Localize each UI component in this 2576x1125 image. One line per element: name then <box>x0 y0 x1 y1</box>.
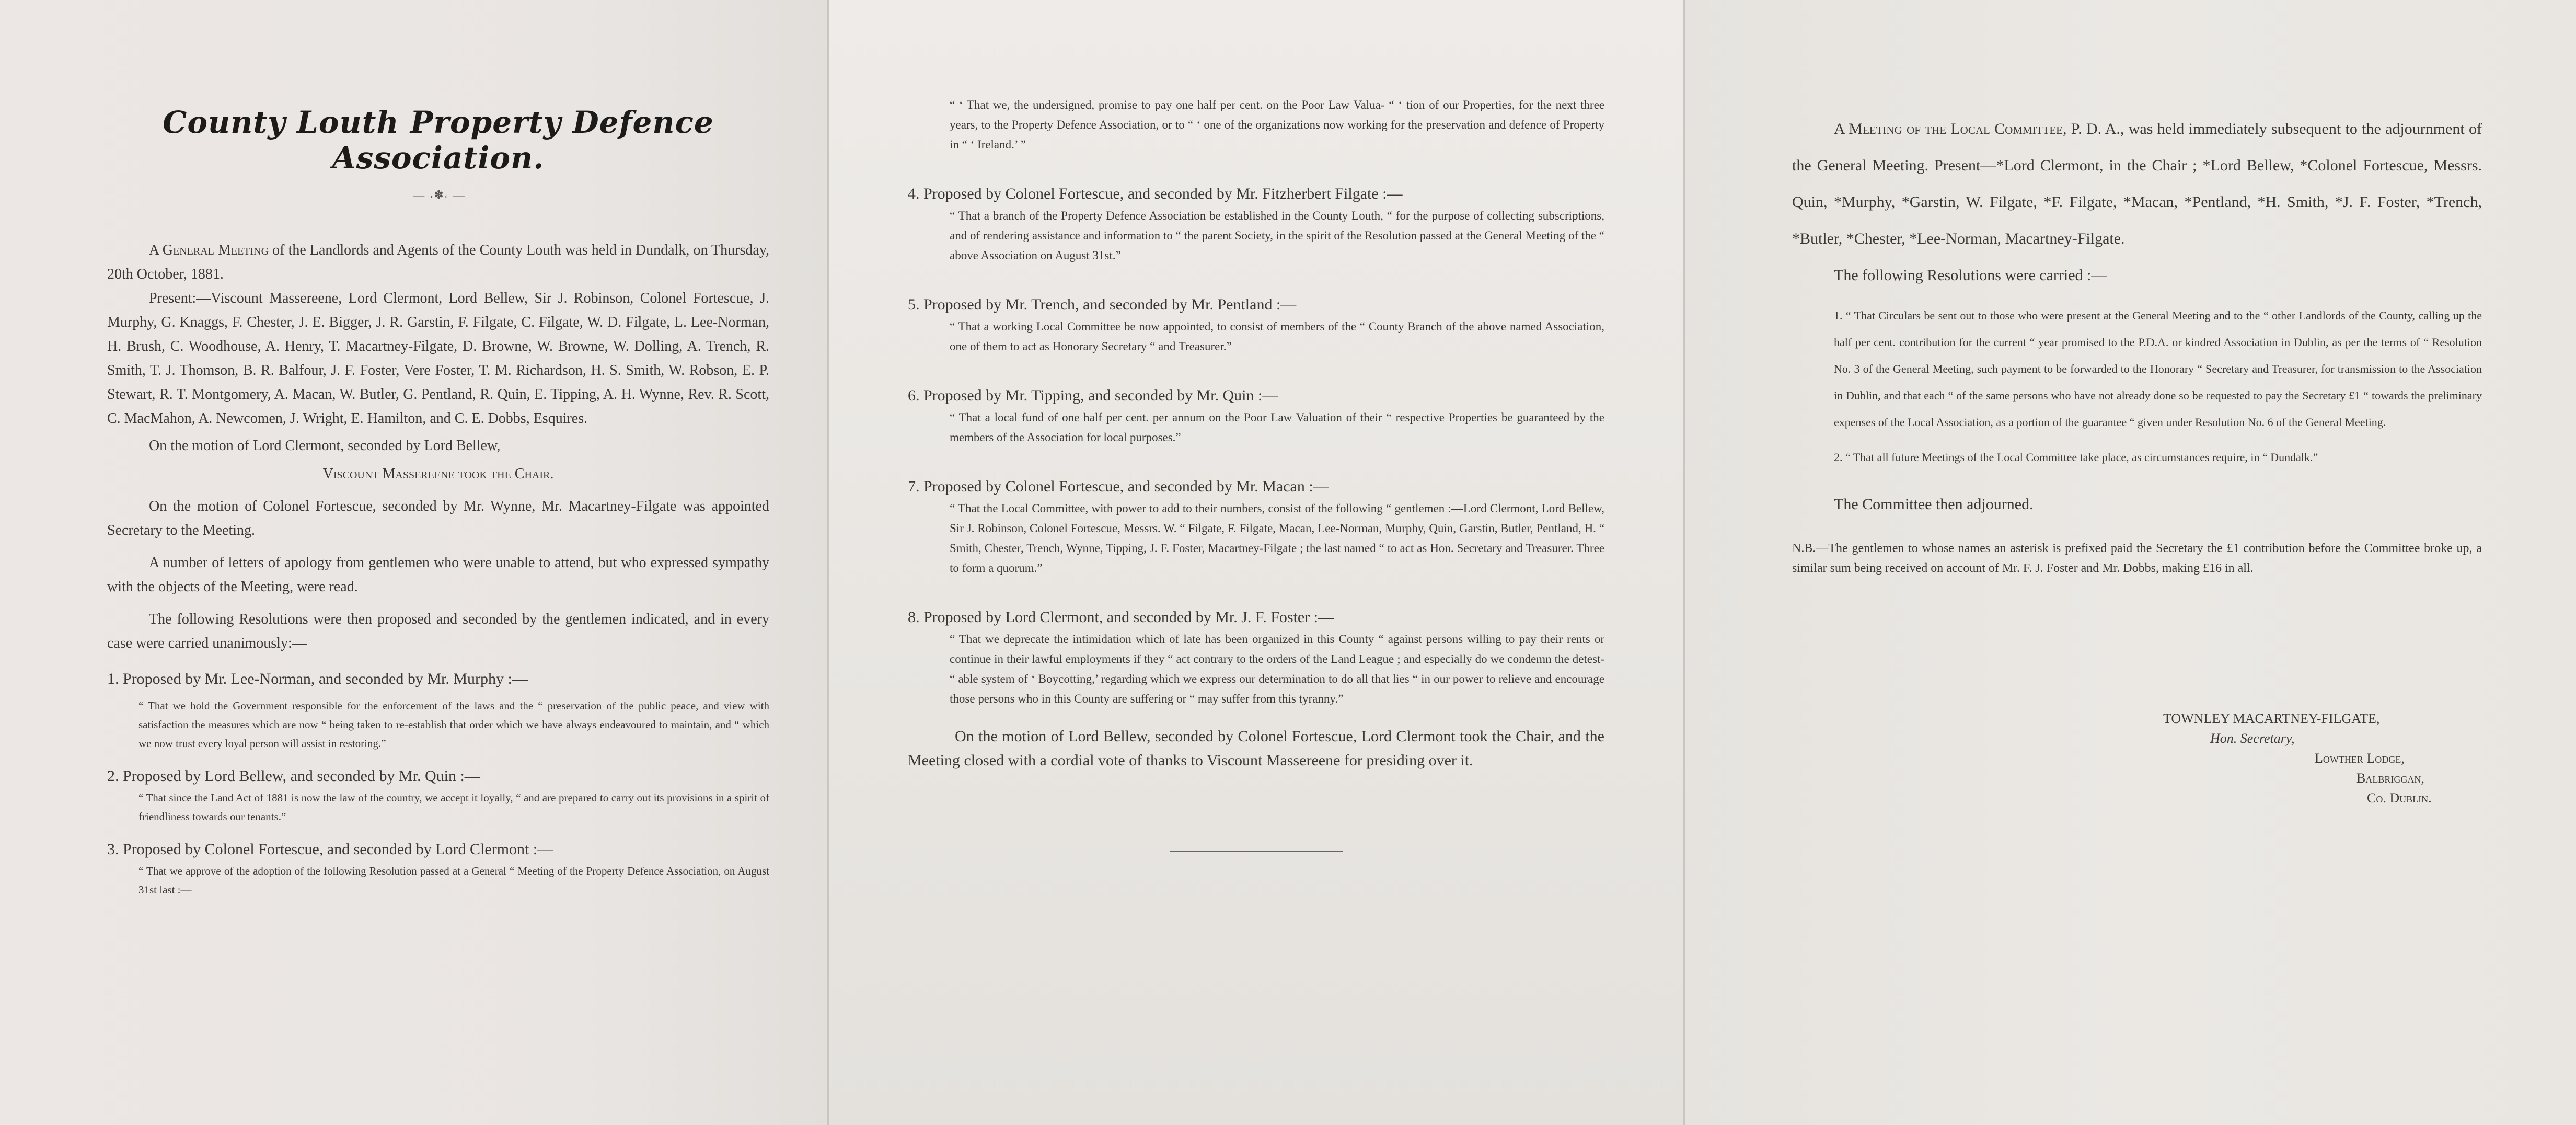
signature-block <box>1792 709 2482 808</box>
committee-resolutions-intro: The following Resolutions were carried :— <box>1834 267 2107 284</box>
meeting-intro-smallcaps: A General Meeting <box>149 242 269 258</box>
closing-rule <box>1170 851 1343 852</box>
resolution-8-text: “ That we deprecate the intimidation which of late has been organized in this County “ against persons willing to pay their rents or continue in their lawful employments if they “ act contrary to the orders of the Land League ; and especially do we condemn the detest- “ able system of ‘ Boycotting,’ regarding which we express our determination to do all that lies “ in our power to relieve and encourage those persons who in this County are suffering or “ may suffer from this tyranny.” <box>950 633 1604 705</box>
page-three <box>1685 0 2576 1125</box>
meeting-intro-rest: of the Landlords and Agents of the County Louth was held in Dundalk, on Thursday, 20th October, 1881. <box>107 242 769 282</box>
resolution-7-heading: 7. Proposed by Colonel Fortescue, and seconded by Mr. Macan :— <box>908 478 1329 495</box>
committee-resolution-2: 2. “ That all future Meetings of the Local Committee take place, as circumstances require, in “ Dundalk.” <box>1834 451 2318 464</box>
apology-paragraph: A number of letters of apology from gentlemen who were unable to attend, but who expressed sympathy with the objects of the Meeting, were read. <box>107 555 769 595</box>
resolution-2-heading: 2. Proposed by Lord Bellew, and seconded by Mr. Quin :— <box>107 767 480 785</box>
committee-adjourned: The Committee then adjourned. <box>1834 496 2034 513</box>
resolution-8-heading: 8. Proposed by Lord Clermont, and seconded by Mr. J. F. Foster :— <box>908 609 1334 626</box>
resolution-5-text: “ That a working Local Committee be now appointed, to consist of members of the “ County Branch of the above named Association, one of them to act as Honorary Secretary “ and Treasurer.” <box>950 320 1604 353</box>
page-one <box>0 0 827 1125</box>
committee-meeting-paragraph <box>1792 111 2482 257</box>
resolution-4-text: “ That a branch of the Property Defence Association be established in the County Louth, “ for the purpose of collecting subscriptions, and of rendering assistance and information to “ the parent Society, in the spirit of the Resolution passed at the General Meeting of the “ above Association on August 31st.” <box>950 209 1604 262</box>
resolutions-intro: The following Resolutions were then proposed and seconded by the gentlemen indicated, and in every case were carried unanimously:— <box>107 611 769 651</box>
signature-title: Hon. Secretary, <box>2210 731 2295 746</box>
quoted-resolution: “ ‘ That we, the undersigned, promise to pay one half per cent. on the Poor Law Valua- “ ‘ tion of our Properties, for the next three years, to the Property Defence Association, or to “ ‘ one of the organizations now working for the preservation and defence of Property in “ ‘ Ireland.’ ” <box>950 98 1604 151</box>
committee-resolution-1: 1. “ That Circulars be sent out to those who were present at the General Meeting and to the “ other Landlords of the County, calling up the half per cent. contribution for the current “ year promised to the P.D.A. or kindred Association in Dublin, as per the terms of “ Resolution No. 3 of the General Meeting, such payment to be forwarded to the Honorary “ Secretary and Treasurer, for transmission to the Association in Dublin, and that each “ of the same persons who have not already done so be requested to pay the Secretary £1 “ towards the preliminary expenses of the Local Association, as a portion of the guarantee “ given under Resolution No. 6 of the General Meeting. <box>1834 309 2482 429</box>
resolution-6-text: “ That a local fund of one half per cent. per annum on the Poor Law Valuation of their “ respective Properties be guaranteed by the members of the Association for local purposes.” <box>950 411 1604 444</box>
motion-chair: On the motion of Lord Clermont, seconded by Lord Bellew, <box>149 438 501 454</box>
committee-meeting-smallcaps: A Meeting of the Local Committee <box>1834 120 2063 137</box>
resolution-1-text: “ That we hold the Government responsible for the enforcement of the laws and the “ preservation of the public peace, and view with satisfaction the measures which are now “ being taken to re-establish that order which we have always endeavoured to maintain, and “ which we now trust every loyal person will assist in restoring.” <box>138 699 769 750</box>
chair-line: Viscount Massereene took the Chair. <box>322 466 554 482</box>
resolution-3-text: “ That we approve of the adoption of the following Resolution passed at a General “ Meeting of the Property Defence Association, on August 31st last :— <box>138 865 769 896</box>
present-list: Present:—Viscount Massereene, Lord Clermont, Lord Bellew, Sir J. Robinson, Colonel Fortescue, J. Murphy, G. Knaggs, F. Chester, J. E. Bigger, J. R. Garstin, F. Filgate, C. Filgate, W. D. Filgate, L. Lee-Norman, H. Brush, C. Woodhouse, A. Henry, T. Macartney-Filgate, D. Browne, W. Browne, W. Dolling, A. Trench, R. Smith, T. J. Thomson, B. R. Balfour, J. F. Foster, Vere Foster, T. M. Richardson, H. S. Smith, W. Robson, E. P. Stewart, R. T. Montgomery, A. Macan, W. Butler, G. Pentland, R. Quin, E. Tipping, A. H. Wynne, Rev. R. Scott, C. MacMahon, A. Newcomen, J. Wright, E. Hamilton, and C. E. Dobbs, Esquires. <box>107 290 769 427</box>
motion-secretary: On the motion of Colonel Fortescue, seconded by Mr. Wynne, Mr. Macartney-Filgate was appointed Secretary to the Meeting. <box>107 498 769 538</box>
resolution-5-heading: 5. Proposed by Mr. Trench, and seconded by Mr. Pentland :— <box>908 296 1297 313</box>
signature-address-2: Balbriggan, <box>2356 771 2424 786</box>
page-two <box>829 0 1683 1125</box>
closing-paragraph: On the motion of Lord Bellew, seconded by Colonel Fortescue, Lord Clermont took the Chair, and the Meeting closed with a cordial vote of thanks to Viscount Massereene for presiding over it. <box>908 728 1604 769</box>
resolution-4-heading: 4. Proposed by Colonel Fortescue, and seconded by Mr. Fitzherbert Filgate :— <box>908 185 1403 202</box>
title-ornament: —→✽←— <box>413 188 464 201</box>
meeting-intro <box>107 238 769 286</box>
signature-address-3: Co. Dublin. <box>2367 790 2432 806</box>
resolution-6-heading: 6. Proposed by Mr. Tipping, and seconded by Mr. Quin :— <box>908 387 1278 404</box>
resolution-1-heading: 1. Proposed by Mr. Lee-Norman, and seconded by Mr. Murphy :— <box>107 670 528 687</box>
resolution-3-heading: 3. Proposed by Colonel Fortescue, and seconded by Lord Clermont :— <box>107 841 553 858</box>
document-title: County Louth Property Defence Association. <box>163 105 714 176</box>
signature-address-1: Lowther Lodge, <box>2315 751 2405 766</box>
resolution-2-text: “ That since the Land Act of 1881 is now the law of the country, we accept it loyally, “ and are prepared to carry out its provisions in a spirit of friendliness towards our tenants.” <box>138 791 769 823</box>
signature-name: TOWNLEY MACARTNEY-FILGATE, <box>2163 711 2380 726</box>
committee-meeting-rest: , P. D. A., was held immediately subsequent to the adjournment of the General Meeting. Present—*Lord Clermont, in the Chair ; *Lord Bellew, *Colonel Fortescue, Messrs. Quin, *Murphy, *Garstin, W. Filgate, *F. Filgate, *Macan, *Pentland, *H. Smith, *J. F. Foster, *Trench, *Butler, *Chester, *Lee-Norman, Macartney-Filgate. <box>1792 120 2482 247</box>
nb-note: N.B.—The gentlemen to whose names an asterisk is prefixed paid the Secretary the £1 contribution before the Committee broke up, a similar sum being received on account of Mr. F. J. Foster and Mr. Dobbs, making £16 in all. <box>1792 542 2482 575</box>
resolution-7-text: “ That the Local Committee, with power to add to their numbers, consist of the following “ gentlemen :—Lord Clermont, Lord Bellew, Sir J. Robinson, Colonel Fortescue, Messrs. W. “ Filgate, F. Filgate, Macan, Lee-Norman, Murphy, Quin, Garstin, Butler, Pentland, H. “ Smith, Chester, Trench, Wynne, Tipping, J. F. Foster, Macartney-Filgate ; the last named “ to act as Hon. Secretary and Treasurer. Three to form a quorum.” <box>950 502 1604 575</box>
